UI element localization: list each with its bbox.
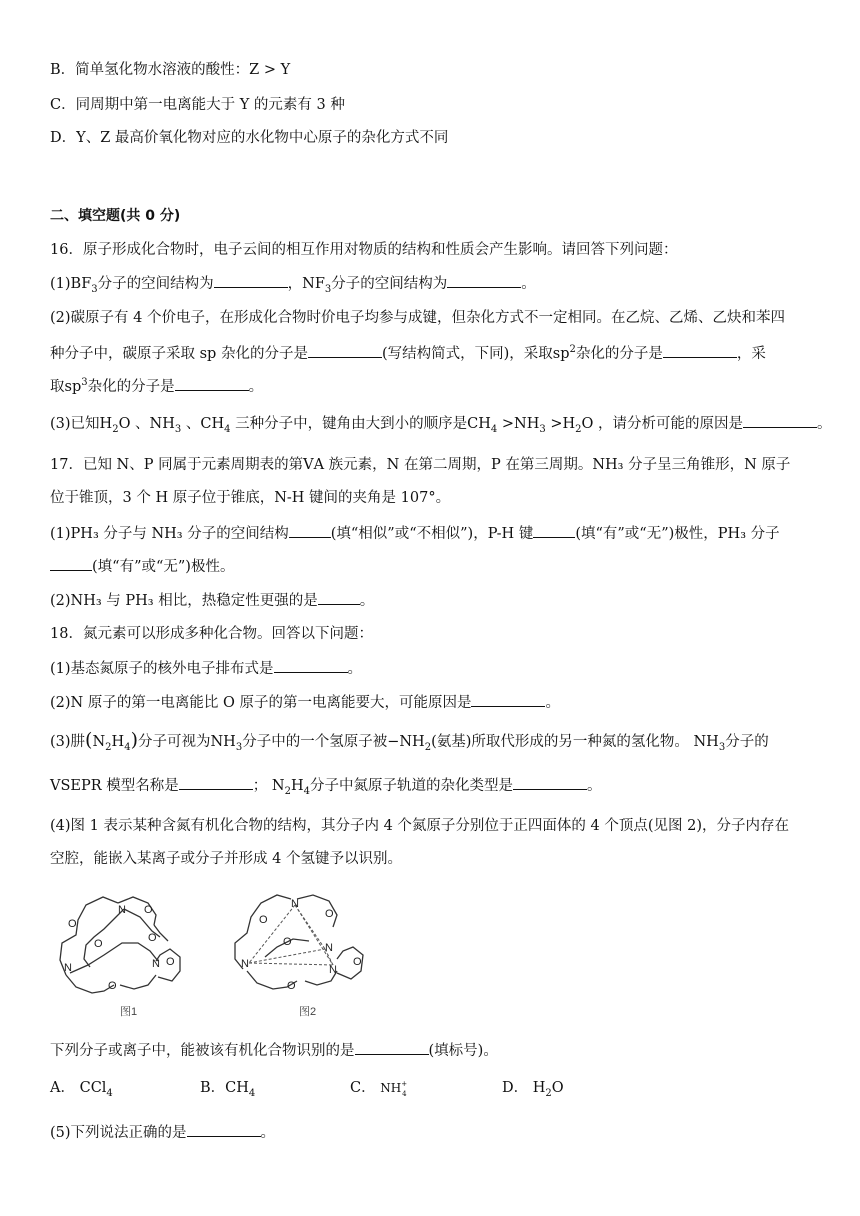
atom-label: O bbox=[325, 908, 334, 920]
q16-part3: (3)已知$H_2O$ 、$NH_3$ 、$CH_4$ 三种分子中，键角由大到小的顺序是$CH_4 >NH_3 >H_2O$ ，请分析可能的原因是 。 bbox=[50, 413, 832, 434]
answer-blank[interactable] bbox=[289, 523, 331, 538]
atom-label: N bbox=[241, 958, 249, 970]
atom-label: O bbox=[108, 980, 117, 992]
answer-blank[interactable] bbox=[471, 692, 545, 707]
q16-part2-line3: 取$sp^3$杂化的分子是 。 bbox=[50, 377, 264, 395]
q17-part2: (2)NH₃ 与 PH₃ 相比，热稳定性更强的是 。 bbox=[50, 590, 374, 611]
answer-blank[interactable] bbox=[513, 775, 587, 790]
choice-d: D． $H_2O$ bbox=[502, 1080, 564, 1099]
choice-a: A． CCl$_4$ bbox=[50, 1080, 113, 1099]
atom-label: N bbox=[329, 964, 337, 976]
atom-label: O bbox=[94, 938, 103, 950]
atom-label: O bbox=[68, 918, 77, 930]
answer-blank[interactable] bbox=[50, 556, 92, 571]
q18-part4-line1: (4)图 1 表示某种含氮有机化合物的结构，其分子内 4 个氮原子分别位于正四面体的 4 个顶点(见图 2)，分子内存在 bbox=[50, 818, 790, 834]
q16-part2-line1: (2)碳原子有 4 个价电子，在形成化合物时价电子均参与成键，但杂化方式不一定相同。在乙烷、乙烯、乙炔和苯四 bbox=[50, 310, 785, 326]
q18-stem: 18．氮元素可以形成多种化合物。回答以下问题： bbox=[50, 626, 373, 642]
q16-part1: $(1)BF_3$分子的空间结构为 ，$NF_3$分子的空间结构为 。 bbox=[50, 273, 536, 294]
q18-question: 下列分子或离子中，能被该有机化合物识别的是 (填标号)。 bbox=[50, 1040, 498, 1061]
answer-blank[interactable] bbox=[179, 775, 253, 790]
figure-2-tetrahedron bbox=[225, 885, 380, 1020]
atom-label: N bbox=[291, 898, 299, 910]
atom-label: N bbox=[152, 958, 160, 970]
q17-part1-line2: (填“有”或“无”)极性。 bbox=[50, 556, 234, 577]
figure-1-caption: 图1 bbox=[120, 1006, 138, 1018]
option-c: C．同周期中第一电离能大于 Y 的元素有 3 种 bbox=[50, 97, 345, 113]
choice-c: C． $NH^+_4$ bbox=[350, 1080, 408, 1098]
answer-blank[interactable] bbox=[274, 658, 348, 673]
figure-1-cryptand bbox=[48, 885, 208, 1020]
answer-blank[interactable] bbox=[447, 273, 521, 288]
figure-2-caption: 图2 bbox=[299, 1006, 317, 1018]
answer-blank[interactable] bbox=[318, 590, 360, 605]
atom-label: N bbox=[64, 962, 72, 974]
atom-label: O bbox=[287, 980, 296, 992]
atom-label: N bbox=[325, 942, 333, 954]
q18-part4-line2: 空腔，能嵌入某离子或分子并形成 4 个氢键予以识别。 bbox=[50, 851, 402, 867]
answer-blank[interactable] bbox=[355, 1040, 429, 1055]
answer-blank[interactable] bbox=[175, 376, 249, 391]
answer-blank[interactable] bbox=[743, 413, 817, 428]
q16-part2-line2: 种分子中，碳原子采取 sp 杂化的分子是 (写结构简式，下同)，采取$sp^2$杂化的分子是 ，采 bbox=[50, 344, 766, 362]
section-title: 二、填空题(共 0 分) bbox=[50, 208, 181, 224]
atom-label: O bbox=[144, 904, 153, 916]
q17-line2: 位于锥顶，3 个 H 原子位于锥底，N-H 键间的夹角是 107°。 bbox=[50, 490, 451, 506]
q18-part2: (2)N 原子的第一电离能比 O 原子的第一电离能要大，可能原因是 。 bbox=[50, 692, 560, 713]
q18-part1: (1)基态氮原子的核外电子排布式是 。 bbox=[50, 658, 362, 679]
option-b: B．简单氢化物水溶液的酸性：Z > Y bbox=[50, 62, 291, 78]
option-d: D．Y、Z 最高价氧化物对应的水化物中心原子的杂化方式不同 bbox=[50, 130, 449, 146]
choice-b: B．$CH_4$ bbox=[200, 1080, 256, 1099]
atom-label: O bbox=[148, 932, 157, 944]
q18-part5: (5)下列说法正确的是 。 bbox=[50, 1122, 275, 1143]
atom-label: O bbox=[353, 956, 362, 968]
answer-blank[interactable] bbox=[663, 343, 737, 358]
atom-label: O bbox=[166, 956, 175, 968]
q17-part1-line1: (1)PH₃ 分子与 NH₃ 分子的空间结构 (填“相似”或“不相似”)，P-H 键 (填“有”或“无”)极性，PH₃ 分子 bbox=[50, 523, 780, 544]
q16-stem: 16．原子形成化合物时，电子云间的相互作用对物质的结构和性质会产生影响。请回答下列问题： bbox=[50, 242, 678, 258]
q18-part3-line2: VSEPR 模型名称是 ； $N_2H_4$分子中氮原子轨道的杂化类型是 。 bbox=[50, 775, 601, 796]
atom-label: O bbox=[283, 936, 292, 948]
atom-label: N bbox=[118, 904, 126, 916]
q18-part3-line1: (3)肼$(N_2H_4)$分子可视为$NH_3$分子中的一个氢原子被$-NH_2$(氨基)所取代形成的另一种氮的氢化物。 $NH_3$分子的 bbox=[50, 729, 769, 753]
answer-blank[interactable] bbox=[533, 523, 575, 538]
atom-label: O bbox=[259, 914, 268, 926]
answer-blank[interactable] bbox=[187, 1122, 261, 1137]
q17-line1: 17．已知 N、P 同属于元素周期表的第ⅤA 族元素，N 在第二周期，P 在第三周期。NH₃ 分子呈三角锥形，N 原子 bbox=[50, 457, 791, 473]
answer-blank[interactable] bbox=[214, 273, 288, 288]
answer-blank[interactable] bbox=[308, 343, 382, 358]
